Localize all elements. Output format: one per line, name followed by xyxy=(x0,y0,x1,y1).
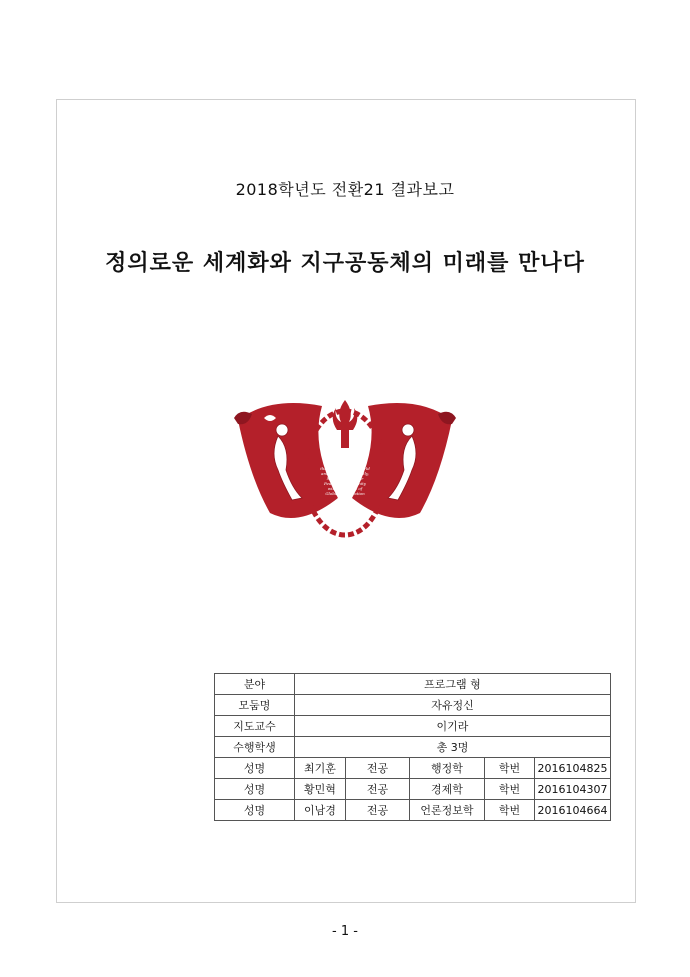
member-name: 이남경 xyxy=(295,800,346,821)
report-subtitle: 2018학년도 전환21 결과보고 xyxy=(235,180,455,199)
member-name: 최기훈 xyxy=(295,758,346,779)
member-name-label: 성명 xyxy=(215,758,295,779)
table-row xyxy=(215,674,611,695)
emblem-motto-line: Society. xyxy=(337,496,353,501)
table-row xyxy=(215,737,611,758)
emblem-motto-line: May We Strive for xyxy=(326,476,364,481)
member-major: 언론정보학 xyxy=(410,800,485,821)
university-emblem xyxy=(230,378,460,543)
students-value: 총 3명 xyxy=(295,737,611,758)
page-number: - 1 - xyxy=(332,924,358,939)
member-row xyxy=(215,800,611,821)
member-major: 행정학 xyxy=(410,758,485,779)
member-id: 2016104825 xyxy=(535,758,611,779)
field-value: 프로그램 형 xyxy=(295,674,611,695)
advisor-label: 지도교수 xyxy=(215,716,295,737)
students-label: 수행학생 xyxy=(215,737,295,758)
member-id: 2016104664 xyxy=(535,800,611,821)
emblem-motto-line: The World is xyxy=(332,456,358,461)
member-id-label: 학번 xyxy=(485,758,535,779)
emblem-motto-line: Peace and Humanity xyxy=(324,481,366,486)
member-id: 2016104307 xyxy=(535,779,611,800)
team-name-value: 자유정신 xyxy=(295,695,611,716)
project-info-table xyxy=(214,673,611,821)
emblem-motto-line: a Global Village and xyxy=(324,461,366,466)
emblem-motto-line: are One Human Family, xyxy=(321,471,369,476)
member-id-label: 학번 xyxy=(485,779,535,800)
member-major: 경제학 xyxy=(410,779,485,800)
advisor-value: 이기라 xyxy=(295,716,611,737)
member-row xyxy=(215,779,611,800)
member-major-label: 전공 xyxy=(346,779,410,800)
table-row xyxy=(215,716,611,737)
field-label: 분야 xyxy=(215,674,295,695)
member-name-label: 성명 xyxy=(215,779,295,800)
table-row xyxy=(215,695,611,716)
member-major-label: 전공 xyxy=(346,758,410,779)
report-title: 정의로운 세계화와 지구공동체의 미래를 만나다 xyxy=(105,251,585,276)
emblem-motto-line: Global Cooperation xyxy=(325,491,365,496)
member-name-label: 성명 xyxy=(215,800,295,821)
team-name-label: 모둠명 xyxy=(215,695,295,716)
member-row xyxy=(215,758,611,779)
emblem-motto-line: with the Spirit of xyxy=(327,486,363,491)
member-major-label: 전공 xyxy=(346,800,410,821)
emblem-motto-line: the Peoples of the World xyxy=(320,466,370,471)
member-id-label: 학번 xyxy=(485,800,535,821)
member-name: 황민혁 xyxy=(295,779,346,800)
